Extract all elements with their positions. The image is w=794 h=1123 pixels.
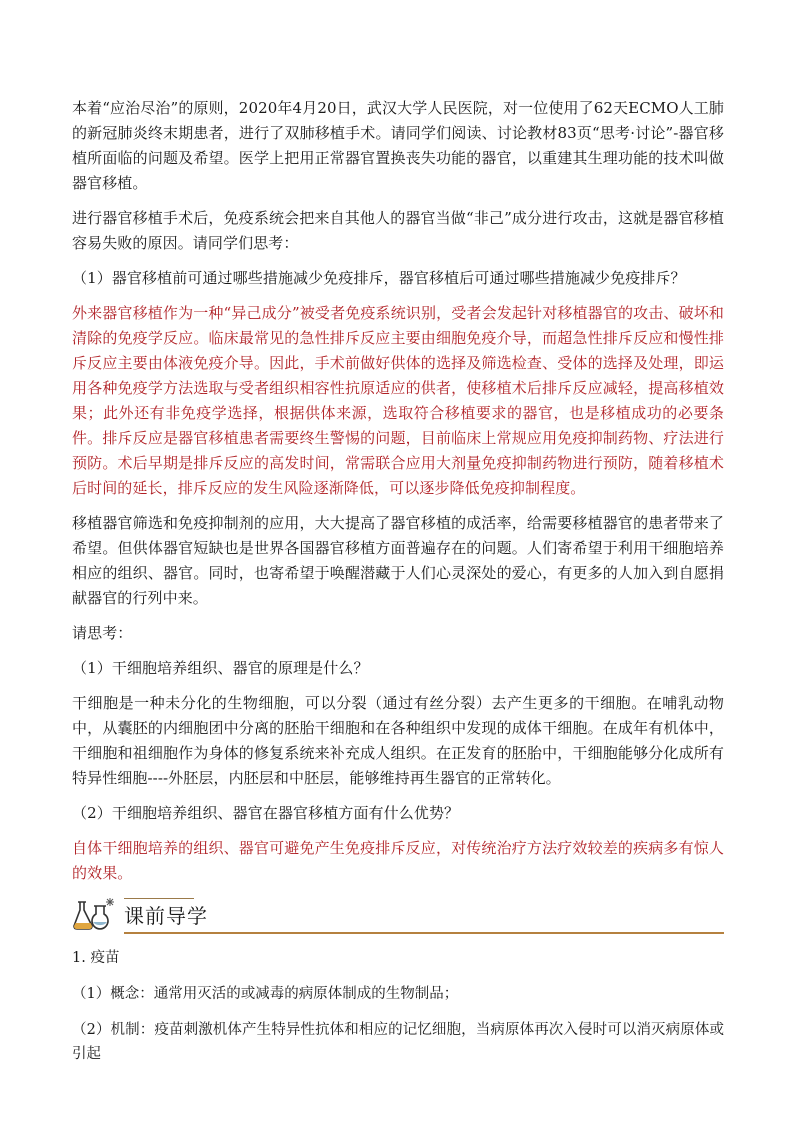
organ-shortage-paragraph: 移植器官筛选和免疫抑制剂的应用，大大提高了器官移植的成活率，给需要移植器官的患者带来了希望。但供体器官短缺也是世界各国器官移植方面普遍存在的问题。人们寄希望于利用干细胞培养相应的组织、器官。同时，也寄希望于唤醒潜藏于人们心灵深处的爱心，有更多的人加入到自愿捐献器官的行列中来。: [72, 514, 724, 607]
question-1: （1）器官移植前可通过哪些措施减少免疫排斥，器官移植后可通过哪些措施减少免疫排斥？: [72, 269, 686, 287]
guide-item-vaccine: 1. 疫苗: [72, 950, 120, 966]
think-prompt: 请思考：: [72, 624, 133, 642]
guide-item-mechanism: （2）机制：疫苗刺激机体产生特异性抗体和相应的记忆细胞，当病原体再次入侵时可以消灭病原体或引起: [72, 1022, 724, 1062]
document-page: [72, 96, 724, 1078]
section-title: 课前导学: [124, 904, 208, 928]
section-header: [72, 896, 724, 936]
guide-item-concept: （1）概念：通常用灭活的或减毒的病原体制成的生物制品；: [72, 986, 459, 1002]
lab-flask-icon: [72, 896, 122, 932]
header-bottom-rule: [124, 932, 724, 934]
question-3: （2）干细胞培养组织、器官在器官移植方面有什么优势？: [72, 804, 460, 822]
answer-2: 干细胞是一种未分化的生物细胞，可以分裂（通过有丝分裂）去产生更多的干细胞。在哺乳动物中，从囊胚的内细胞团中分离的胚胎干细胞和在各种组织中发现的成体干细胞。在成年有机体中，干细胞和祖细胞作为身体的修复系统来补充成人组织。在正发育的胚胎中，干细胞能够分化成所有特异性细胞----外胚层，内胚层和中胚层，能够维持再生器官的正常转化。: [72, 694, 724, 787]
header-top-rule: [124, 898, 194, 899]
answer-1: 外来器官移植作为一种“异己成分”被受者免疫系统识别，受者会发起针对移植器官的攻击、破坏和清除的免疫学反应。临床最常见的急性排斥反应主要由细胞免疫介导，而超急性排斥反应和慢性排斥反应主要由体液免疫介导。因此，手术前做好供体的选择及筛选检查、受体的选择及处理，即运用各种免疫学方法选取与受者组织相容性抗原适应的供者，使移植术后排斥反应减轻，提高移植效果；此外还有非免疫学选择，根据供体来源，选取符合移植要求的器官，也是移植成功的必要条件。排斥反应是器官移植患者需要终生警惕的问题，目前临床上常规应用免疫抑制药物、疗法进行预防。术后早期是排斥反应的高发时间，常需联合应用大剂量免疫抑制药物进行预防，随着移植术后时间的延长，排斥反应的发生风险逐渐降低，可以逐步降低免疫抑制程度。: [72, 304, 724, 497]
immune-rejection-paragraph: 进行器官移植手术后，免疫系统会把来自其他人的器官当做“非己”成分进行攻击，这就是器官移植容易失败的原因。请同学们思考：: [72, 209, 724, 252]
intro-paragraph: 本着“应治尽治”的原则，2020年4月20日，武汉大学人民医院，对一位使用了62天ECMO人工肺的新冠肺炎终末期患者，进行了双肺移植手术。请同学们阅读、讨论教材83页“思考·讨论”-器官移植所面临的问题及希望。医学上把用正常器官置换丧失功能的器官，以重建其生理功能的技术叫做器官移植。: [72, 99, 724, 192]
question-2: （1）干细胞培养组织、器官的原理是什么？: [72, 659, 369, 677]
answer-3: 自体干细胞培养的组织、器官可避免产生免疫排斥反应，对传统治疗方法疗效较差的疾病多有惊人的效果。: [72, 839, 724, 882]
